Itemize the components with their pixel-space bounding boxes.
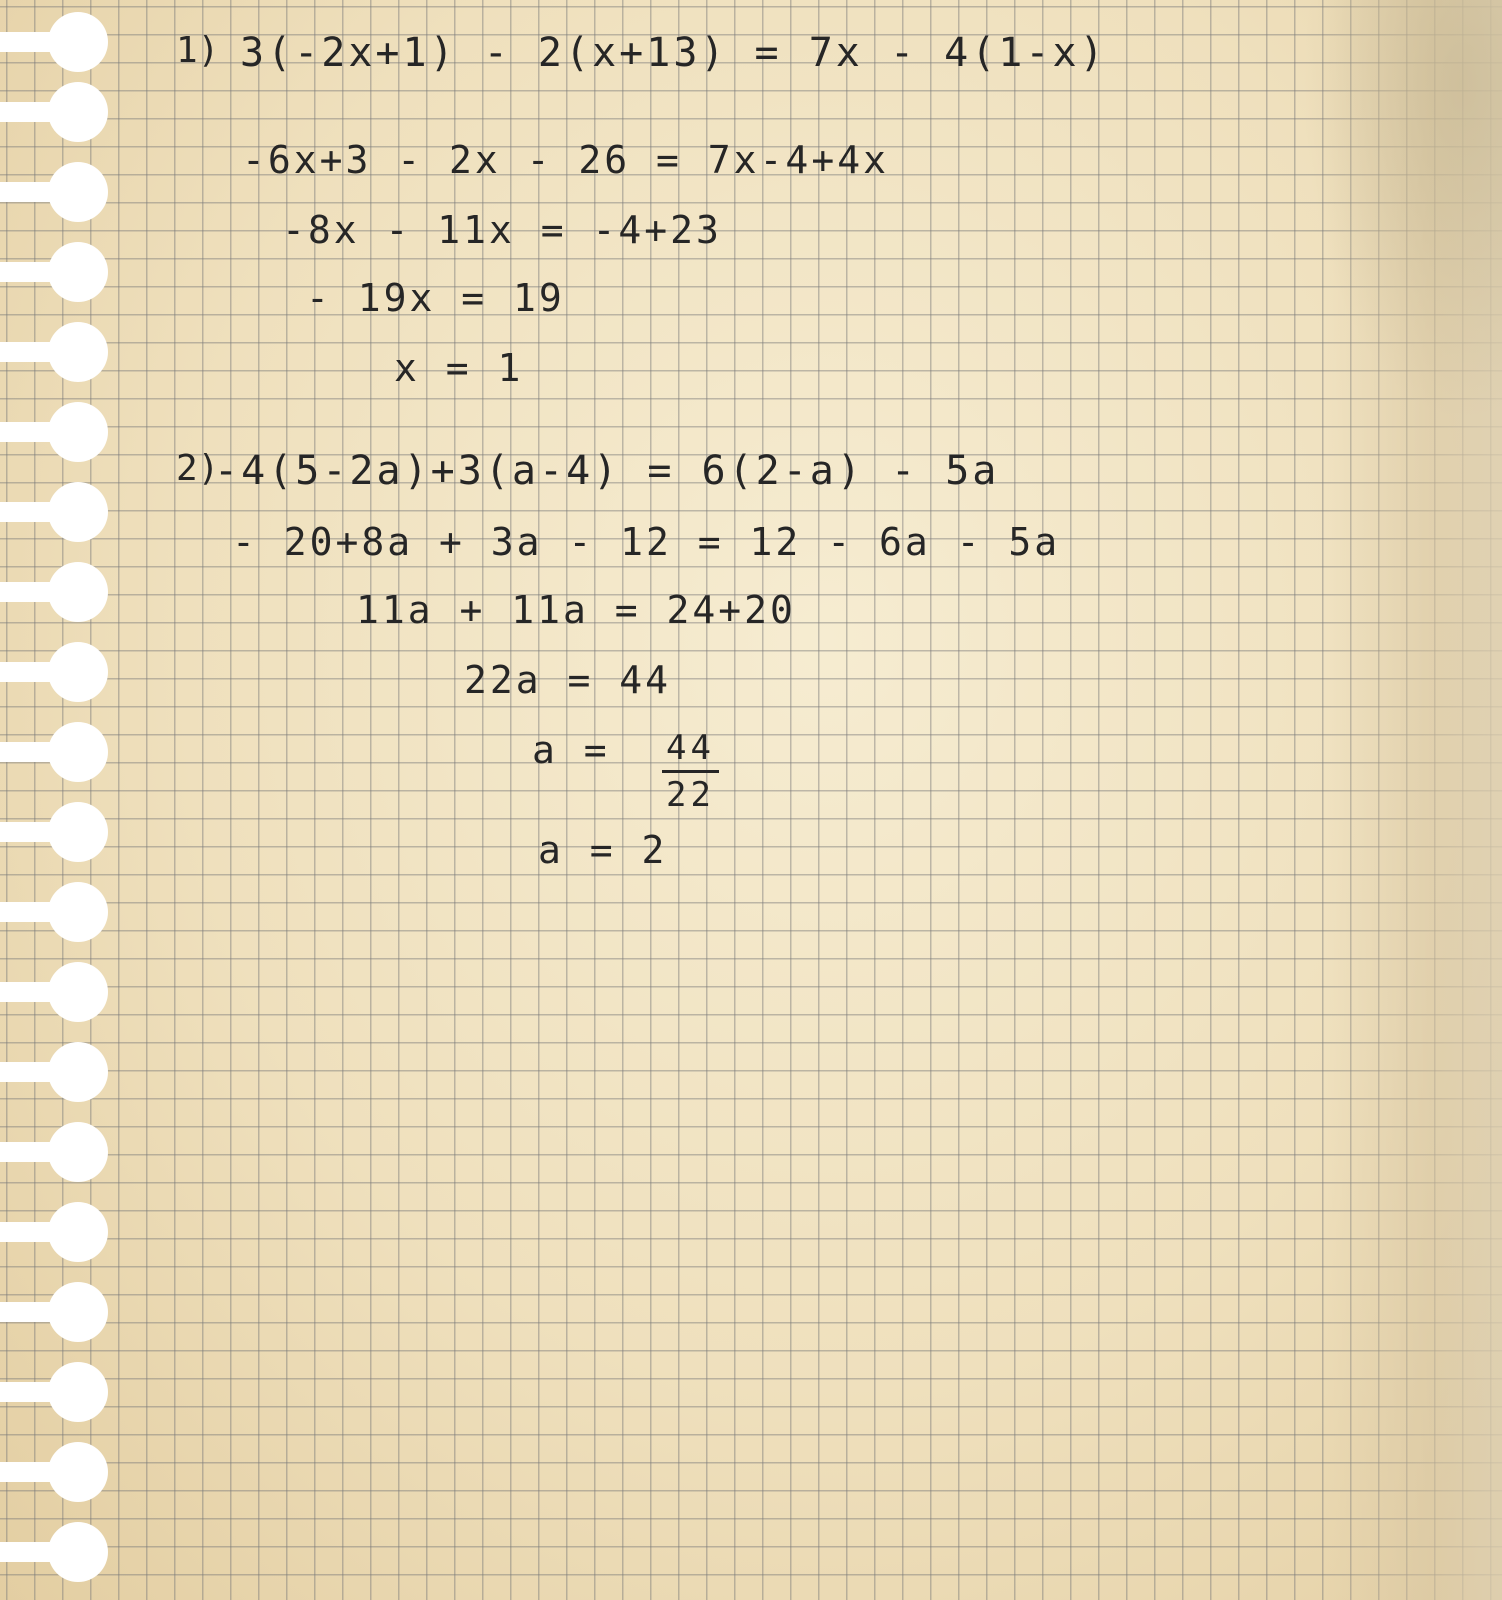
problem-1-number: 1)	[176, 30, 220, 71]
problem-2-step: - 20+8a + 3a - 12 = 12 - 6a - 5a	[232, 520, 1061, 564]
problem-2-equation: -4(5-2a)+3(a-4) = 6(2-a) - 5a	[214, 448, 1000, 494]
problem-2-step: 11a + 11a = 24+20	[356, 588, 796, 632]
problem-1-step: - 19x = 19	[306, 276, 565, 320]
problem-2-number: 2)	[176, 448, 220, 489]
problem-2-step: a =	[532, 728, 610, 772]
problem-1-answer: x = 1	[394, 346, 524, 390]
problem-1-equation: 3(-2x+1) - 2(x+13) = 7x - 4(1-x)	[240, 30, 1107, 76]
problem-2-step: 22a = 44	[464, 658, 672, 702]
fraction-denominator: 22	[666, 775, 715, 815]
problem-2-answer: a = 2	[538, 828, 668, 872]
problem-1-step: -6x+3 - 2x - 26 = 7x-4+4x	[242, 138, 889, 182]
fraction-numerator: 44	[662, 728, 719, 773]
fraction	[662, 728, 719, 815]
problem-1-step: -8x - 11x = -4+23	[282, 208, 722, 252]
